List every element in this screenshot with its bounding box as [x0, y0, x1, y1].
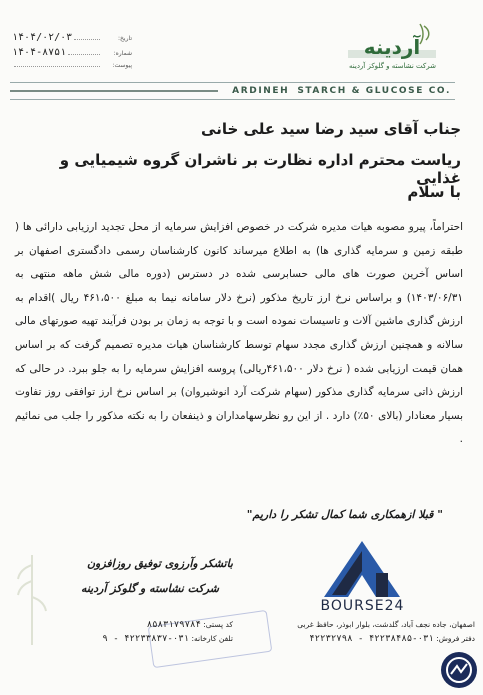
- footer-tel-value: ۰۳۱-۴۲۲۳۸۴۸۵ - ۴۲۲۳۲۷۹۸: [309, 634, 434, 644]
- logo-wheat-icon: [340, 20, 445, 64]
- footer-postal-label: کد پستی:: [203, 620, 233, 629]
- footer-address: اصفهان، جاده نجف آباد، گلدشت، بلوار ابوذر، حافظ غربی: [297, 620, 475, 629]
- greeting: با سلام: [407, 183, 461, 201]
- footer-tel-label: دفتر فروش:: [436, 634, 475, 643]
- logo-subtitle: شرکت نشاسته و گلوکز آردینه: [349, 62, 436, 70]
- footer-office-label: تلفن کارخانه:: [191, 634, 233, 643]
- date-row: [12, 32, 132, 47]
- number-value: ۱۴۰۴-۸۷۵۱: [12, 47, 67, 58]
- footer-office-value: ۰۳۱-۴۲۲۳۳۸۳۷ - ۹: [102, 634, 190, 644]
- corner-badge-icon: [441, 652, 477, 688]
- date-value: ۱۴۰۴/۰۲/۰۳: [12, 32, 73, 43]
- number-label: شماره:: [113, 50, 132, 57]
- attachment-row: [12, 62, 132, 77]
- logo-word: آردینه: [363, 35, 421, 59]
- attachment-label: پیوست:: [112, 62, 132, 69]
- letter-footer: [8, 618, 475, 678]
- company-en-right: STARCH & GLUCOSE CO.: [297, 86, 451, 96]
- number-row: [12, 47, 132, 62]
- company-en-left: ARDINEH: [232, 86, 290, 96]
- footer-address-block: [245, 618, 475, 646]
- footer-contact-block: [8, 618, 233, 646]
- company-logo: [340, 20, 445, 78]
- date-label: تاریخ:: [118, 35, 132, 42]
- signature-line-1: باتشکر وآرزوی توفیق روزافزون: [86, 557, 233, 570]
- footer-postal-value: ۸۵۸۳۱۷۹۷۸۴: [146, 620, 201, 630]
- recipient-title: ریاست محترم اداره نظارت بر ناشران گروه شیمیایی و غذایی: [59, 151, 461, 187]
- bourse24-brand: BOURSE24: [320, 598, 405, 614]
- closing-line: " قبلا ازهمکاری شما کمال تشکر را داریم": [246, 508, 443, 521]
- recipient-name: جناب آقای سید رضا سید علی خانی: [201, 120, 461, 138]
- letter-body: احتراماً، پیرو مصوبه هیات مدیره شرکت در خصوص افزایش سرمایه از محل تجدید ارزیابی دارائی ها ( طبقه زمین و سرمایه گذاری ها) به اطلاع میرساند کانون کارشناسان رسمی دادگستری اصفهان بر اساس آخرین صورت های مالی حسابرسی شده در دسترس (دوره مالی شش ماهه منتهی به ۱۴۰۳/۰۶/۳۱) و براساس نرخ ارز تاریخ مذکور (نرخ دلار سامانه نیما به مبلغ ۴۶۱،۵۰۰ ریال )اقدام به ارزش گذاری ماشین آلات و تاسیسات نموده است و با توجه به زمان بر بودن فرآیند تهیه صورتهای مالی سالانه و همچنین ارزش گذاری مجدد سهام توسط کارشناسان هیات مدیره تصمیم گرفت که بر اساس همان قیمت ارزیابی شده ( نرخ دلار ۴۶۱،۵۰۰ریالی) پروسه افزایش سرمایه را به جلو ببرد. در حالی که ارزش ذاتی سرمایه گذاری مذکور (سهام شرکت آرد انوشیروان) بر اساس نرخ ارز توافقی روز تفاوت بسیار معنادار (بالای ۵۰٪) دارد . از این رو نظرسهامداران و ذینفعان را به نکته مذکور را جلب می نمائیم .: [15, 221, 464, 446]
- company-strip: [10, 82, 455, 100]
- signature-line-2: شرکت نشاسته و گلوکز آردینه: [80, 582, 219, 595]
- letter-meta: [12, 32, 132, 77]
